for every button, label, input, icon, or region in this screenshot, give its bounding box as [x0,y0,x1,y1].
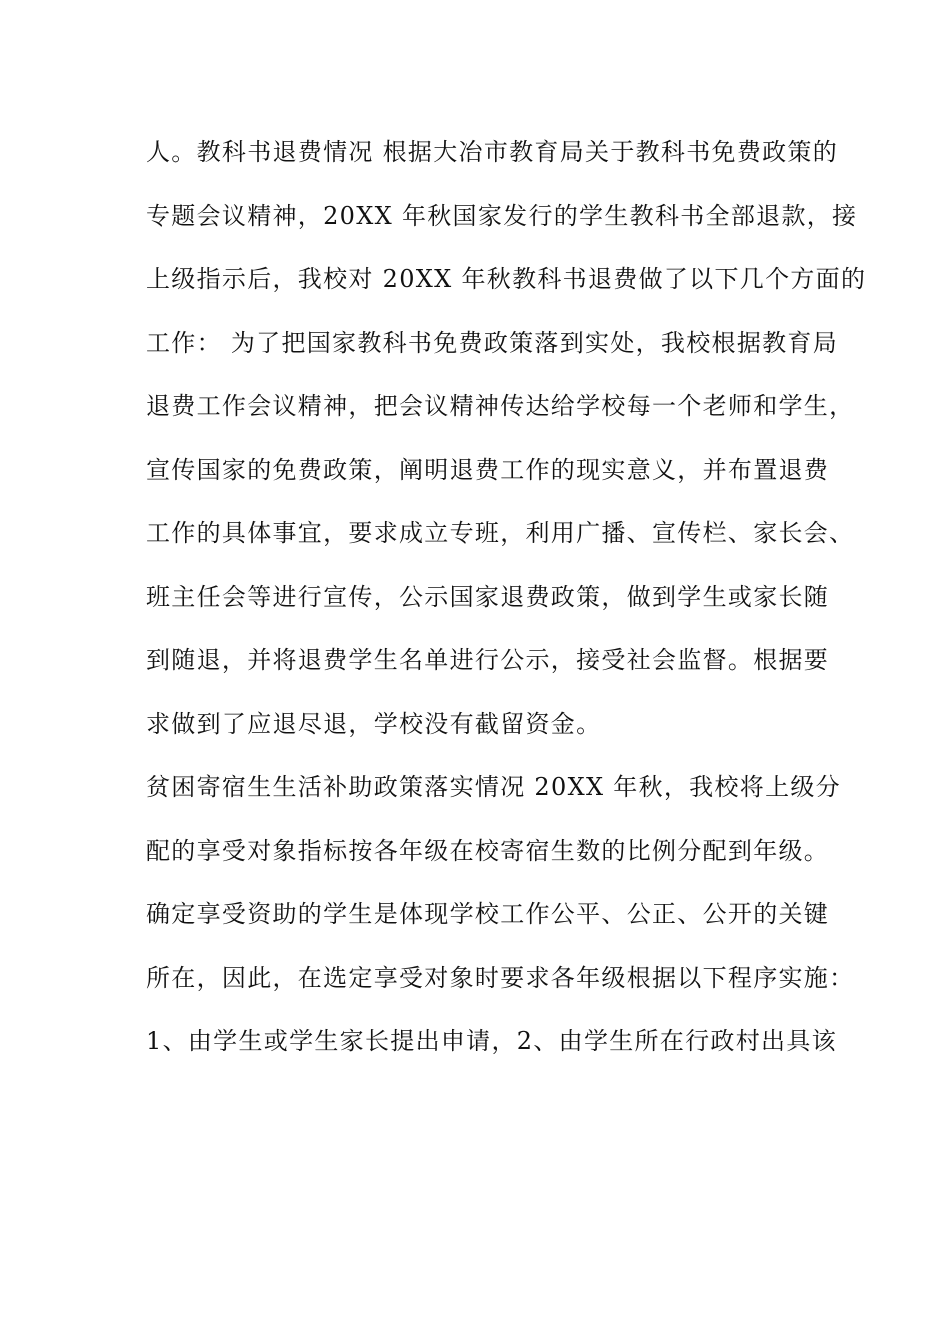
text-line: 所在，因此，在选定享受对象时要求各年级根据以下程序实施： [146,963,855,992]
text-line: 工作的具体事宜，要求成立专班，利用广播、宣传栏、家长会、 [146,519,855,547]
text-line: 求做到了应退尽退，学校没有截留资金。 [146,709,602,738]
text-line: 贫困寄宿生生活补助政策落实情况 20XX 年秋，我校将上级分 [146,773,841,801]
text-line: 到随退，并将退费学生名单进行公示，接受社会监督。根据要 [146,646,830,674]
text-line: 退费工作会议精神，把会议精神传达给学校每一个老师和学生， [146,392,855,420]
text-line: 1、由学生或学生家长提出申请，2、由学生所在行政村出具该 [146,1027,837,1055]
text-line: 专题会议精神，20XX 年秋国家发行的学生教科书全部退款，接 [146,201,858,230]
text-line: 工作： 为了把国家教科书免费政策落到实处，我校根据教育局 [146,328,839,357]
text-line: 确定享受资助的学生是体现学校工作公平、公正、公开的关键 [146,900,830,928]
text-line: 配的享受对象指标按各年级在校寄宿生数的比例分配到年级。 [146,836,830,865]
text-line: 上级指示后，我校对 20XX 年秋教科书退费做了以下几个方面的 [146,265,867,293]
text-line: 宣传国家的免费政策，阐明退费工作的现实意义，并布置退费 [146,455,830,484]
text-line: 班主任会等进行宣传，公示国家退费政策，做到学生或家长随 [146,582,830,611]
text-line: 人。教科书退费情况 根据大冶市教育局关于教科书免费政策的 [146,138,839,166]
body-text [146,127,867,1080]
